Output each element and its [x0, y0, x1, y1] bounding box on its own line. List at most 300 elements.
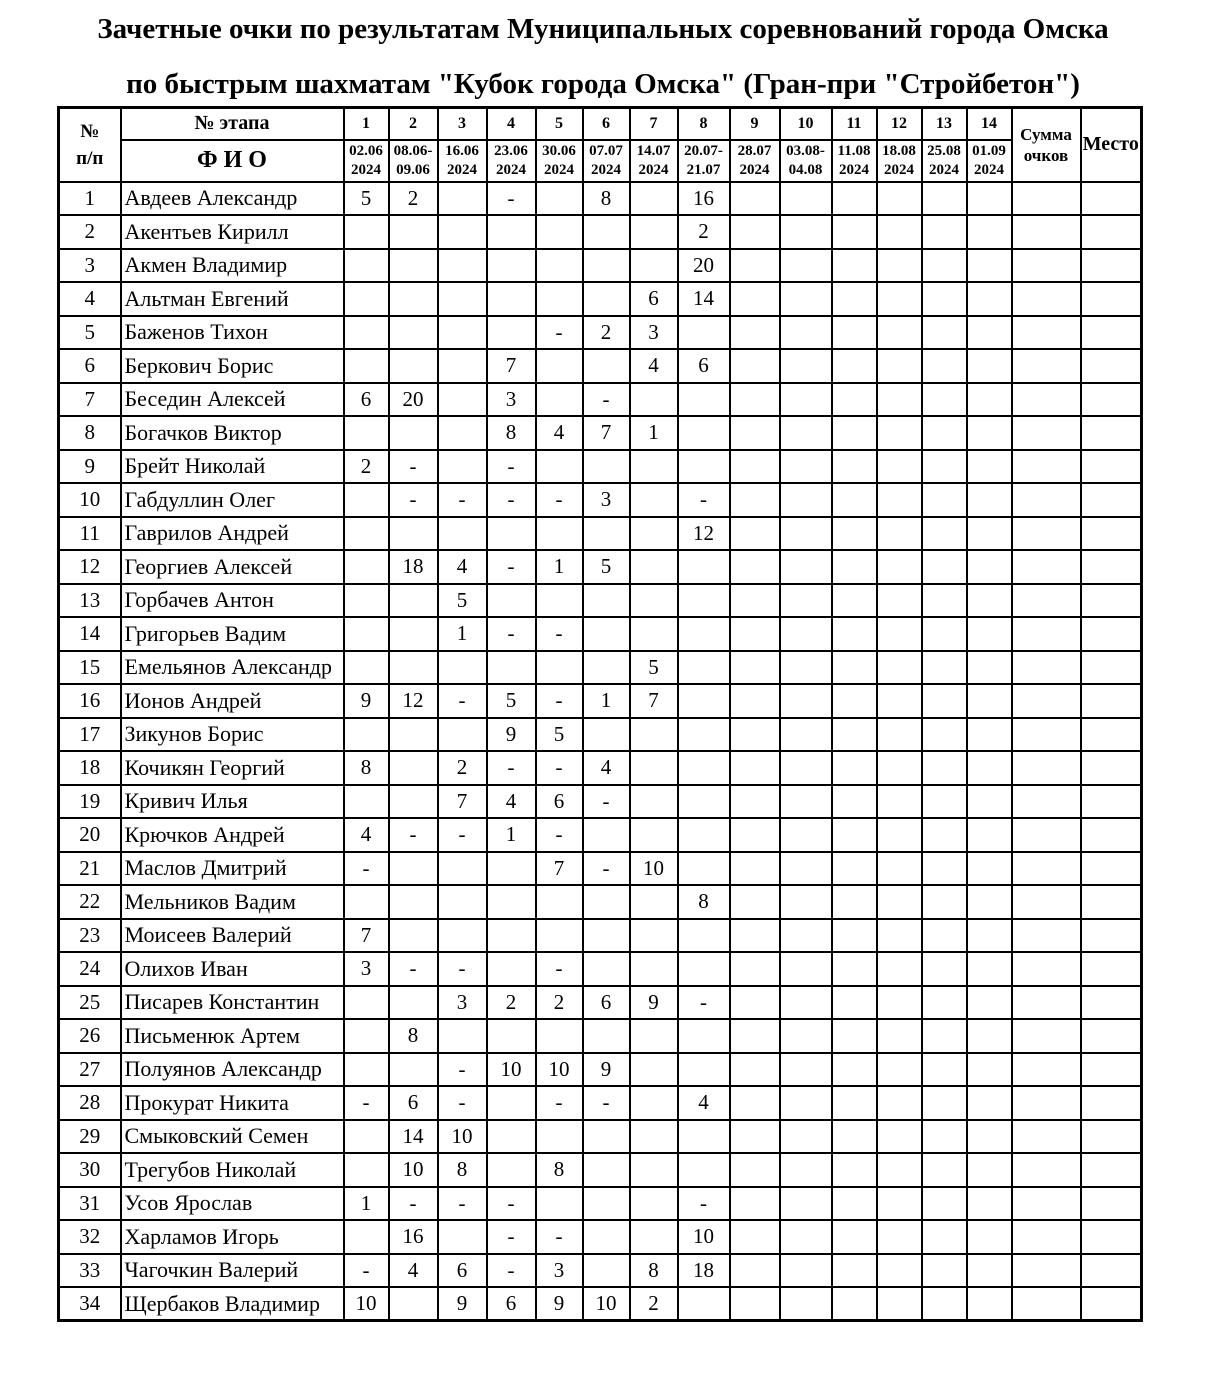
place-cell — [1081, 617, 1142, 651]
score-cell — [922, 1153, 967, 1187]
place-cell — [1081, 249, 1142, 283]
score-cell — [967, 182, 1012, 216]
score-cell — [438, 919, 487, 953]
player-name: Кривич Илья — [121, 785, 344, 819]
place-cell — [1081, 517, 1142, 551]
stage-header-14: 14 — [967, 108, 1012, 140]
score-cell — [583, 919, 630, 953]
player-name: Крючков Андрей — [121, 818, 344, 852]
date-header-10 — [780, 140, 832, 182]
score-cell: - — [438, 818, 487, 852]
score-cell — [967, 1287, 1012, 1321]
sum-cell — [1012, 383, 1081, 417]
score-cell: 9 — [438, 1287, 487, 1321]
date-line-2: 2024 — [591, 161, 621, 178]
score-cell — [877, 349, 922, 383]
score-cell: - — [583, 852, 630, 886]
score-cell — [967, 651, 1012, 685]
date-line-1: 07.07 — [589, 142, 623, 159]
date-header-4 — [487, 140, 536, 182]
score-cell — [630, 1019, 678, 1053]
score-cell — [832, 517, 877, 551]
date-line-2: 2024 — [447, 161, 477, 178]
score-cell — [344, 651, 389, 685]
score-cell — [730, 249, 780, 283]
score-cell: - — [678, 986, 730, 1020]
score-cell — [877, 818, 922, 852]
score-cell — [487, 249, 536, 283]
score-cell — [583, 1019, 630, 1053]
score-cell — [487, 1120, 536, 1154]
player-name: Олихов Иван — [121, 952, 344, 986]
place-cell — [1081, 1019, 1142, 1053]
sum-cell — [1012, 1120, 1081, 1154]
score-cell: 6 — [389, 1086, 438, 1120]
date-header-5 — [536, 140, 583, 182]
score-cell — [780, 1019, 832, 1053]
score-cell: 6 — [344, 383, 389, 417]
num-label-top: № — [80, 120, 100, 142]
score-cell — [967, 818, 1012, 852]
score-cell: 7 — [536, 852, 583, 886]
score-cell: 1 — [344, 1187, 389, 1221]
date-line-2: 2024 — [974, 161, 1004, 178]
score-cell — [877, 584, 922, 618]
score-cell — [967, 785, 1012, 819]
score-cell: 4 — [678, 1086, 730, 1120]
score-cell — [877, 416, 922, 450]
score-cell — [389, 751, 438, 785]
score-cell: 9 — [536, 1287, 583, 1321]
score-cell — [780, 483, 832, 517]
score-cell — [344, 1120, 389, 1154]
row-number: 18 — [59, 751, 121, 785]
place-cell — [1081, 215, 1142, 249]
col-header-sum — [1012, 108, 1081, 182]
place-cell — [1081, 1220, 1142, 1254]
place-cell — [1081, 1153, 1142, 1187]
player-name: Полуянов Александр — [121, 1053, 344, 1087]
col-header-place: Место — [1081, 108, 1142, 182]
score-cell — [780, 349, 832, 383]
score-cell — [344, 550, 389, 584]
score-cell — [922, 684, 967, 718]
score-cell — [730, 952, 780, 986]
score-cell — [730, 1053, 780, 1087]
sum-cell — [1012, 684, 1081, 718]
score-cell — [438, 349, 487, 383]
score-cell — [967, 1086, 1012, 1120]
score-cell — [967, 249, 1012, 283]
score-cell: 4 — [583, 751, 630, 785]
score-cell: 1 — [438, 617, 487, 651]
score-cell — [438, 282, 487, 316]
score-cell — [877, 1153, 922, 1187]
score-cell — [487, 584, 536, 618]
score-cell — [344, 316, 389, 350]
score-cell — [344, 584, 389, 618]
score-cell — [583, 1220, 630, 1254]
player-name: Харламов Игорь — [121, 1220, 344, 1254]
score-cell — [389, 986, 438, 1020]
score-cell — [630, 450, 678, 484]
score-cell: 8 — [487, 416, 536, 450]
score-cell: 16 — [678, 182, 730, 216]
col-header-stage-label: № этапа — [121, 108, 344, 140]
row-number: 10 — [59, 483, 121, 517]
date-header-12 — [877, 140, 922, 182]
sum-cell — [1012, 450, 1081, 484]
table-row — [59, 316, 1142, 350]
score-cell — [780, 249, 832, 283]
row-number: 17 — [59, 718, 121, 752]
score-cell — [780, 1287, 832, 1321]
score-cell: - — [487, 483, 536, 517]
place-cell — [1081, 684, 1142, 718]
row-number: 3 — [59, 249, 121, 283]
sum-cell — [1012, 584, 1081, 618]
score-cell — [967, 684, 1012, 718]
score-cell: 18 — [389, 550, 438, 584]
score-cell — [967, 383, 1012, 417]
score-cell — [922, 316, 967, 350]
score-cell — [832, 919, 877, 953]
score-cell — [877, 383, 922, 417]
score-cell: 3 — [630, 316, 678, 350]
score-cell — [438, 885, 487, 919]
table-row — [59, 852, 1142, 886]
score-cell — [344, 249, 389, 283]
score-cell — [780, 182, 832, 216]
score-cell — [536, 215, 583, 249]
score-cell — [730, 818, 780, 852]
score-cell — [877, 282, 922, 316]
score-cell — [630, 617, 678, 651]
score-cell — [389, 282, 438, 316]
date-line-1: 01.09 — [972, 142, 1006, 159]
date-line-2: 2024 — [739, 161, 770, 178]
table-row — [59, 1220, 1142, 1254]
score-cell — [780, 1254, 832, 1288]
score-cell: 8 — [389, 1019, 438, 1053]
stage-header-10: 10 — [780, 108, 832, 140]
place-cell — [1081, 919, 1142, 953]
score-cell — [922, 450, 967, 484]
score-cell — [780, 718, 832, 752]
score-cell — [922, 751, 967, 785]
player-name: Григорьев Вадим — [121, 617, 344, 651]
player-name: Кочикян Георгий — [121, 751, 344, 785]
score-cell: - — [536, 617, 583, 651]
player-name: Гаврилов Андрей — [121, 517, 344, 551]
score-cell — [967, 517, 1012, 551]
score-cell — [389, 349, 438, 383]
score-cell — [922, 1120, 967, 1154]
score-cell — [967, 1053, 1012, 1087]
score-cell — [344, 517, 389, 551]
score-cell — [967, 751, 1012, 785]
score-cell — [967, 584, 1012, 618]
player-name: Горбачев Антон — [121, 584, 344, 618]
score-cell — [438, 383, 487, 417]
score-cell — [922, 818, 967, 852]
score-cell — [583, 952, 630, 986]
score-cell: 10 — [344, 1287, 389, 1321]
score-cell: 20 — [678, 249, 730, 283]
date-header-14 — [967, 140, 1012, 182]
score-cell — [678, 617, 730, 651]
score-cell — [832, 684, 877, 718]
score-cell: - — [487, 550, 536, 584]
player-name: Габдуллин Олег — [121, 483, 344, 517]
score-cell — [630, 1220, 678, 1254]
score-cell — [536, 450, 583, 484]
row-number: 30 — [59, 1153, 121, 1187]
score-cell: 2 — [630, 1287, 678, 1321]
score-cell: 6 — [583, 986, 630, 1020]
score-cell: - — [487, 617, 536, 651]
score-cell — [583, 215, 630, 249]
score-cell — [730, 517, 780, 551]
score-cell — [832, 416, 877, 450]
score-cell — [832, 718, 877, 752]
table-row — [59, 584, 1142, 618]
sum-cell — [1012, 215, 1081, 249]
score-cell — [583, 1153, 630, 1187]
score-cell — [832, 349, 877, 383]
place-cell — [1081, 952, 1142, 986]
sum-cell — [1012, 416, 1081, 450]
score-cell — [877, 986, 922, 1020]
score-cell: 8 — [536, 1153, 583, 1187]
row-number: 8 — [59, 416, 121, 450]
score-cell — [583, 282, 630, 316]
date-line-1: 18.08 — [882, 142, 916, 159]
score-cell: - — [487, 1187, 536, 1221]
score-cell — [832, 651, 877, 685]
score-cell — [832, 1254, 877, 1288]
score-cell — [389, 718, 438, 752]
date-header-3 — [438, 140, 487, 182]
score-cell — [730, 852, 780, 886]
score-cell — [630, 215, 678, 249]
score-cell: 6 — [438, 1254, 487, 1288]
score-cell: 5 — [630, 651, 678, 685]
score-cell — [832, 1220, 877, 1254]
score-cell — [730, 215, 780, 249]
score-cell: 2 — [583, 316, 630, 350]
score-cell — [583, 1254, 630, 1288]
score-cell — [438, 718, 487, 752]
player-name: Трегубов Николай — [121, 1153, 344, 1187]
score-cell — [438, 1019, 487, 1053]
score-cell — [877, 249, 922, 283]
sum-cell — [1012, 751, 1081, 785]
sum-cell — [1012, 986, 1081, 1020]
score-cell — [922, 1187, 967, 1221]
score-cell — [344, 986, 389, 1020]
score-cell — [832, 450, 877, 484]
score-cell — [780, 584, 832, 618]
score-cell — [583, 349, 630, 383]
score-cell — [438, 651, 487, 685]
table-row — [59, 349, 1142, 383]
score-cell: 8 — [438, 1153, 487, 1187]
score-cell: - — [536, 1220, 583, 1254]
score-cell: 7 — [630, 684, 678, 718]
score-cell — [832, 1187, 877, 1221]
table-body — [59, 182, 1142, 1321]
score-cell — [832, 1153, 877, 1187]
score-cell: 7 — [583, 416, 630, 450]
score-cell — [630, 550, 678, 584]
player-name: Беседин Алексей — [121, 383, 344, 417]
score-cell — [730, 1287, 780, 1321]
score-cell: 3 — [583, 483, 630, 517]
score-cell — [922, 282, 967, 316]
score-cell — [678, 1287, 730, 1321]
score-cell — [389, 919, 438, 953]
score-cell — [389, 617, 438, 651]
date-header-7 — [630, 140, 678, 182]
stage-header-8: 8 — [678, 108, 730, 140]
score-cell: 2 — [438, 751, 487, 785]
table-row — [59, 1120, 1142, 1154]
table-row — [59, 249, 1142, 283]
score-cell — [678, 450, 730, 484]
score-cell — [922, 249, 967, 283]
score-cell — [730, 416, 780, 450]
player-name: Прокурат Никита — [121, 1086, 344, 1120]
score-cell: 7 — [438, 785, 487, 819]
score-cell — [832, 483, 877, 517]
score-cell: - — [583, 785, 630, 819]
score-cell — [344, 1153, 389, 1187]
date-line-1: 14.07 — [636, 142, 671, 159]
date-header-2 — [389, 140, 438, 182]
score-cell — [832, 1287, 877, 1321]
score-cell — [389, 1287, 438, 1321]
score-cell — [922, 952, 967, 986]
date-line-1: 16.06 — [445, 142, 479, 159]
score-cell: 7 — [487, 349, 536, 383]
score-cell: 2 — [389, 182, 438, 216]
score-cell: 9 — [630, 986, 678, 1020]
date-line-2: 2024 — [638, 161, 669, 178]
place-cell — [1081, 718, 1142, 752]
score-cell — [630, 383, 678, 417]
score-cell — [877, 1019, 922, 1053]
date-line-2: 2024 — [544, 161, 574, 178]
sum-cell — [1012, 1287, 1081, 1321]
score-cell — [832, 215, 877, 249]
score-cell: - — [487, 1220, 536, 1254]
player-name: Акентьев Кирилл — [121, 215, 344, 249]
score-cell — [877, 182, 922, 216]
row-number: 21 — [59, 852, 121, 886]
score-cell — [832, 785, 877, 819]
table-row — [59, 919, 1142, 953]
score-cell — [630, 1153, 678, 1187]
stage-header-11: 11 — [832, 108, 877, 140]
player-name: Емельянов Александр — [121, 651, 344, 685]
title-line-2: по быстрым шахматам "Кубок города Омска" (Гран-при "Стройбетон") — [126, 68, 1080, 100]
score-cell: 3 — [536, 1254, 583, 1288]
table-row — [59, 483, 1142, 517]
player-name: Щербаков Владимир — [121, 1287, 344, 1321]
score-cell — [780, 1187, 832, 1221]
score-cell — [832, 249, 877, 283]
score-cell: 4 — [344, 818, 389, 852]
score-cell — [780, 818, 832, 852]
score-cell — [389, 584, 438, 618]
score-cell — [967, 483, 1012, 517]
table-row — [59, 718, 1142, 752]
score-cell — [536, 249, 583, 283]
score-cell — [344, 885, 389, 919]
score-cell — [678, 316, 730, 350]
table-row — [59, 282, 1142, 316]
date-header-9 — [730, 140, 780, 182]
score-cell — [967, 215, 1012, 249]
score-cell — [730, 483, 780, 517]
score-cell — [780, 1153, 832, 1187]
score-cell — [780, 517, 832, 551]
score-cell — [389, 785, 438, 819]
score-cell — [389, 651, 438, 685]
score-cell — [536, 584, 583, 618]
place-cell — [1081, 852, 1142, 886]
score-cell: 14 — [389, 1120, 438, 1154]
score-cell — [967, 852, 1012, 886]
row-number: 15 — [59, 651, 121, 685]
score-cell — [832, 1053, 877, 1087]
score-cell — [730, 1120, 780, 1154]
sum-cell — [1012, 852, 1081, 886]
player-name: Брейт Николай — [121, 450, 344, 484]
score-cell — [780, 684, 832, 718]
sum-cell — [1012, 1153, 1081, 1187]
place-cell — [1081, 383, 1142, 417]
score-cell — [877, 1287, 922, 1321]
place-cell — [1081, 349, 1142, 383]
score-cell — [832, 282, 877, 316]
score-cell — [967, 550, 1012, 584]
table-row — [59, 952, 1142, 986]
table-row — [59, 751, 1142, 785]
score-cell: 10 — [678, 1220, 730, 1254]
score-cell — [730, 718, 780, 752]
date-line-1: 03.08- — [786, 142, 825, 159]
score-cell — [344, 349, 389, 383]
table-row — [59, 1287, 1142, 1321]
score-cell — [583, 1120, 630, 1154]
score-cell — [832, 1086, 877, 1120]
score-cell — [780, 383, 832, 417]
score-cell: 6 — [487, 1287, 536, 1321]
row-number: 32 — [59, 1220, 121, 1254]
score-cell — [678, 1053, 730, 1087]
place-cell — [1081, 651, 1142, 685]
date-line-1: 25.08 — [927, 142, 961, 159]
score-cell: 5 — [438, 584, 487, 618]
score-cell: - — [487, 1254, 536, 1288]
score-cell — [730, 785, 780, 819]
score-cell — [487, 316, 536, 350]
date-line-2: 09.06 — [396, 161, 430, 178]
score-cell — [780, 852, 832, 886]
score-cell — [780, 416, 832, 450]
